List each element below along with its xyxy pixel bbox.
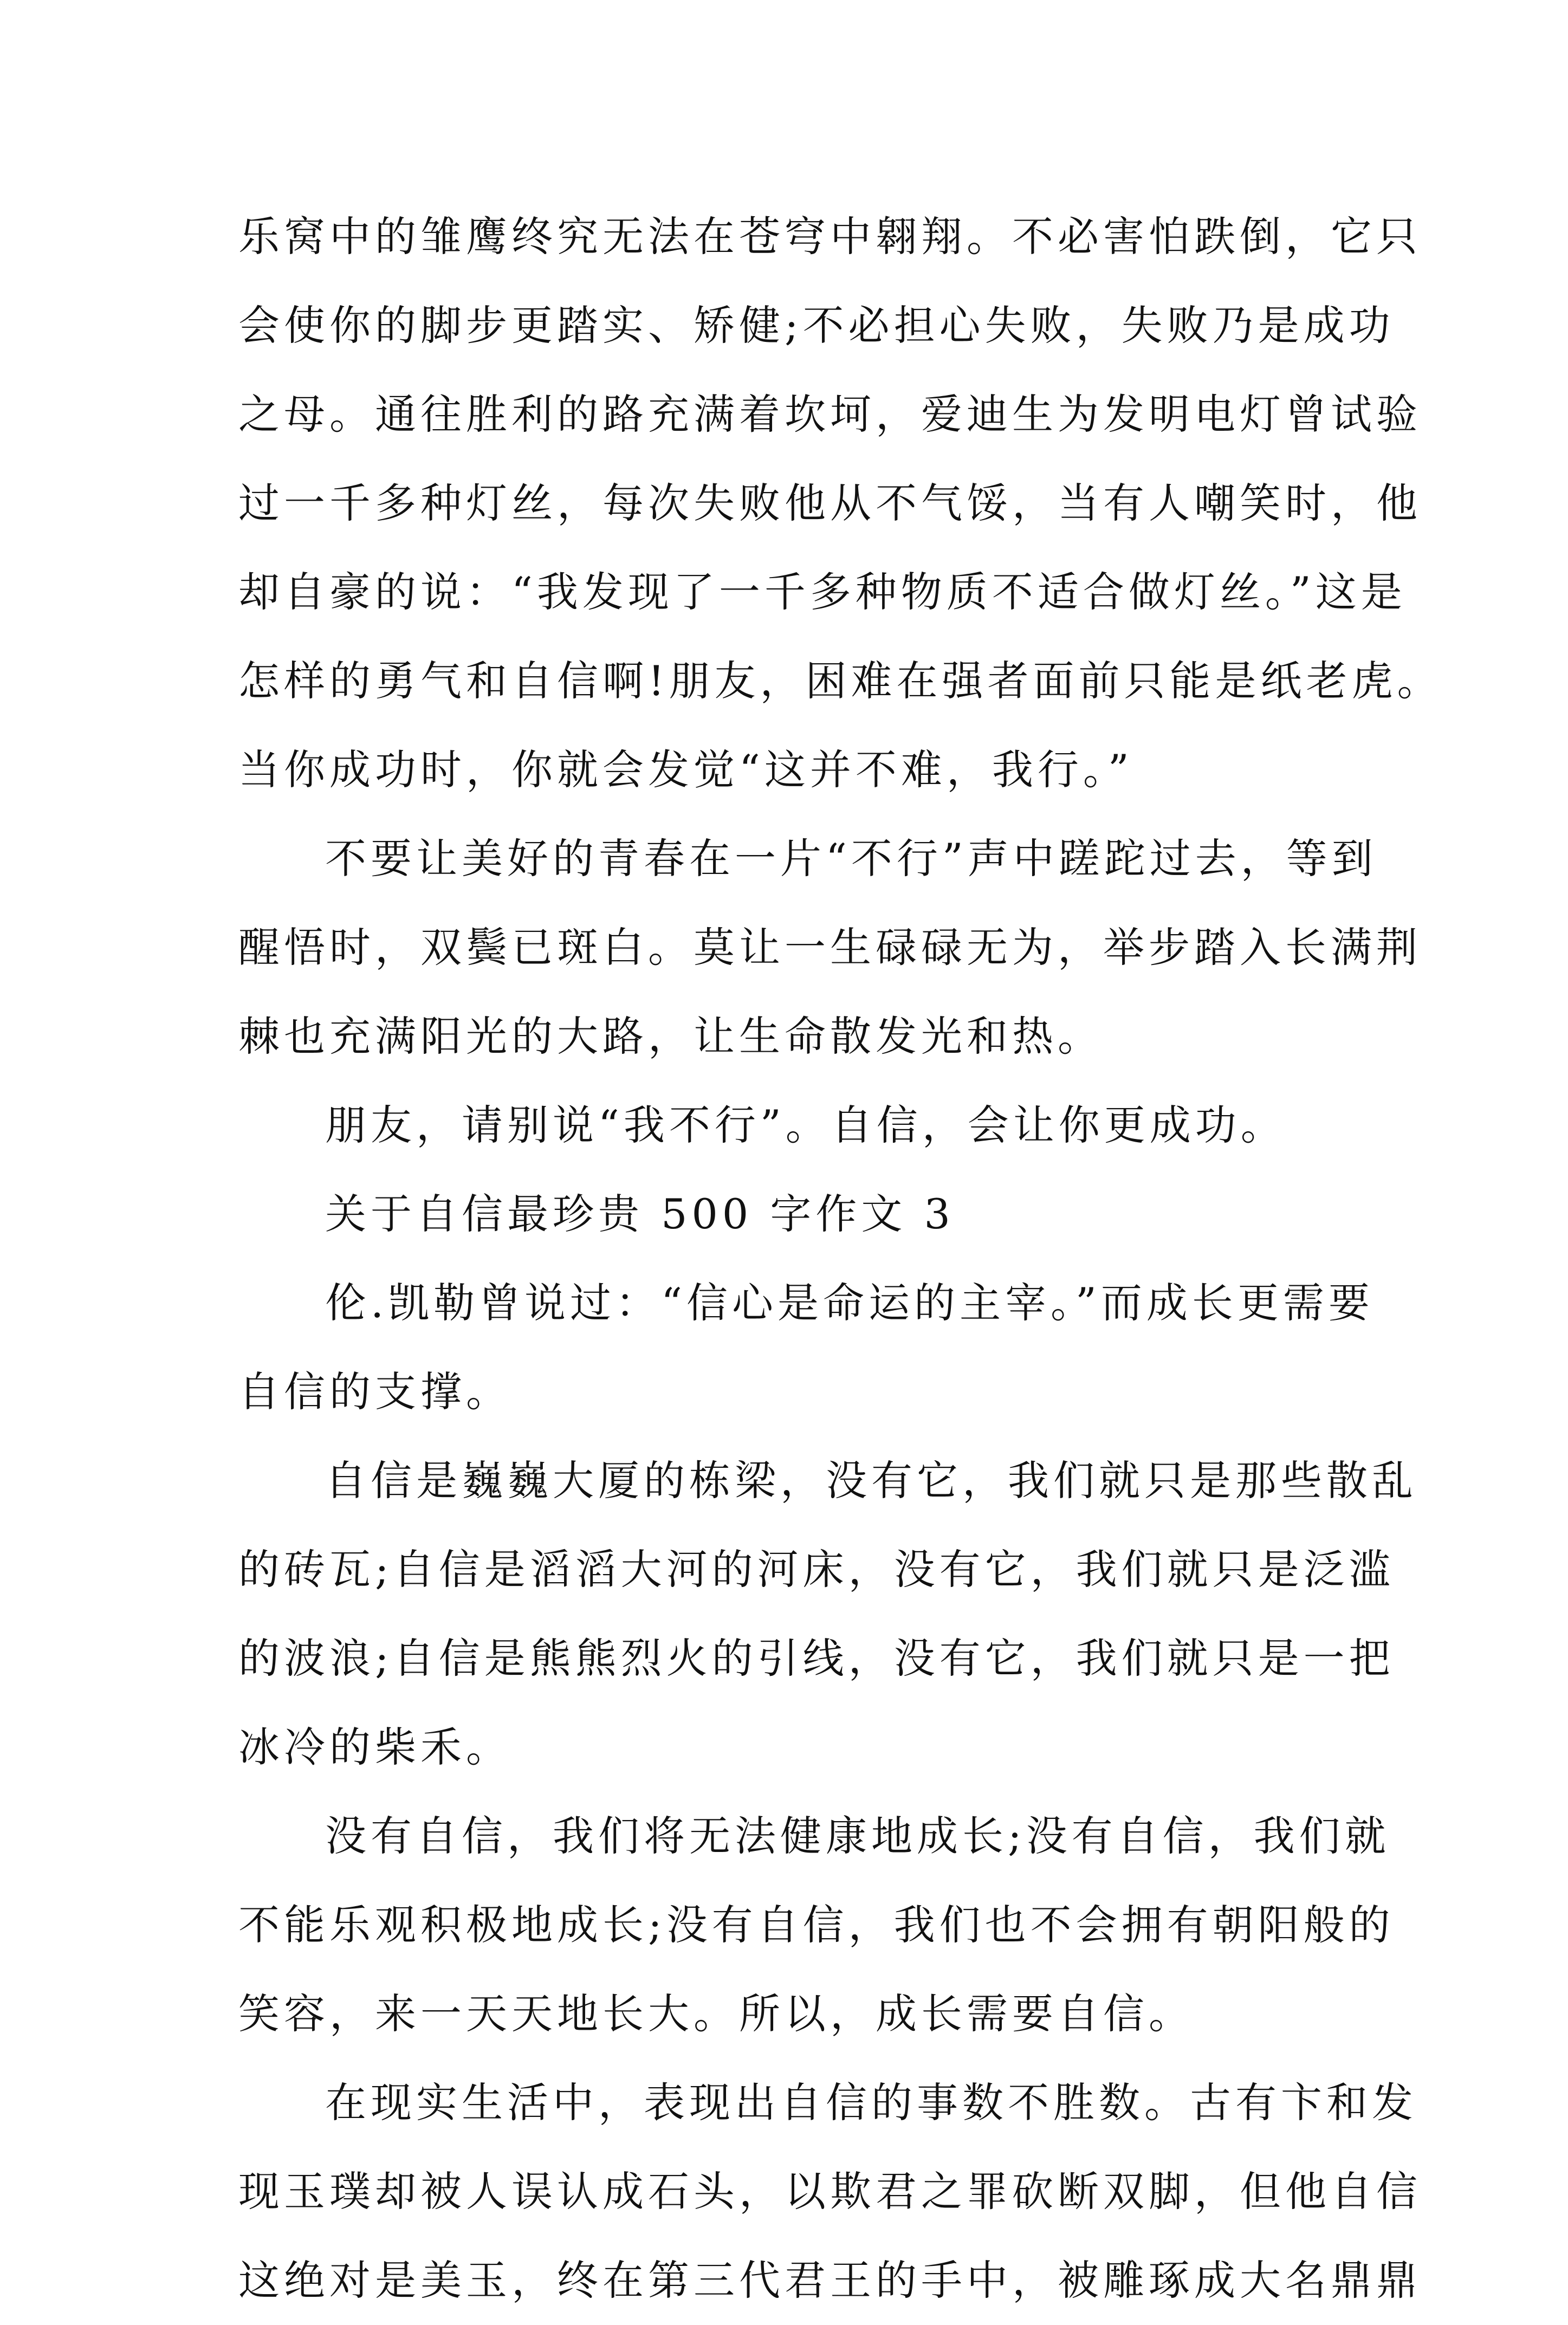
text-line: 乐窝中的雏鹰终究无法在苍穹中翱翔。不必害怕跌倒，它只 bbox=[238, 212, 1422, 261]
text-line: 现玉璞却被人误认成石头，以欺君之罪砍断双脚，但他自信 bbox=[238, 2167, 1422, 2216]
paragraph-first-line: 不要让美好的青春在一片“不行”声中蹉跎过去，等到 bbox=[325, 834, 1377, 883]
text-line: 会使你的脚步更踏实、矫健;不必担心失败，失败乃是成功 bbox=[238, 301, 1395, 349]
text-line: 这绝对是美玉，终在第三代君王的手中，被雕琢成大名鼎鼎 bbox=[238, 2256, 1422, 2304]
text-line: 过一千多种灯丝，每次失败他从不气馁，当有人嘲笑时，他 bbox=[238, 479, 1422, 527]
text-line: 醒悟时，双鬓已斑白。莫让一生碌碌无为，举步踏入长满荆 bbox=[238, 923, 1422, 972]
text-line: 棘也充满阳光的大路，让生命散发光和热。 bbox=[238, 1012, 1103, 1060]
text-line: 不能乐观积极地成长;没有自信，我们也不会拥有朝阳般的 bbox=[238, 1901, 1395, 1949]
text-line: 之母。通往胜利的路充满着坎坷，爱迪生为发明电灯曾试验 bbox=[238, 390, 1422, 438]
text-line: 却自豪的说：“我发现了一千多种物质不适合做灯丝。”这是 bbox=[238, 568, 1407, 616]
text-line: 怎样的勇气和自信啊!朋友，困难在强者面前只能是纸老虎。 bbox=[238, 657, 1443, 705]
paragraph-first-line: 自信是巍巍大厦的栋梁，没有它，我们就只是那些散乱 bbox=[325, 1456, 1417, 1505]
text-line: 的波浪;自信是熊熊烈火的引线，没有它，我们就只是一把 bbox=[238, 1634, 1395, 1682]
text-line: 当你成功时，你就会发觉“这并不难，我行。” bbox=[238, 746, 1133, 794]
text-line: 冰冷的柴禾。 bbox=[238, 1723, 511, 1771]
document-body bbox=[238, 192, 1443, 2325]
text-line: 自信的支撑。 bbox=[238, 1368, 511, 1416]
section-heading: 关于自信最珍贵 500 字作文 3 bbox=[325, 1190, 955, 1238]
paragraph-first-line: 在现实生活中，表现出自信的事数不胜数。古有卞和发 bbox=[325, 2078, 1417, 2127]
paragraph-first-line: 朋友，请别说“我不行”。自信，会让你更成功。 bbox=[325, 1101, 1286, 1149]
paragraph-first-line: 没有自信，我们将无法健康地成长;没有自信，我们就 bbox=[325, 1812, 1390, 1860]
text-line: 笑容，来一天天地长大。所以，成长需要自信。 bbox=[238, 1990, 1194, 2038]
paragraph-first-line: 伦.凯勒曾说过：“信心是命运的主宰。”而成长更需要 bbox=[325, 1279, 1374, 1327]
text-line: 的砖瓦;自信是滔滔大河的河床，没有它，我们就只是泛滥 bbox=[238, 1545, 1395, 1594]
